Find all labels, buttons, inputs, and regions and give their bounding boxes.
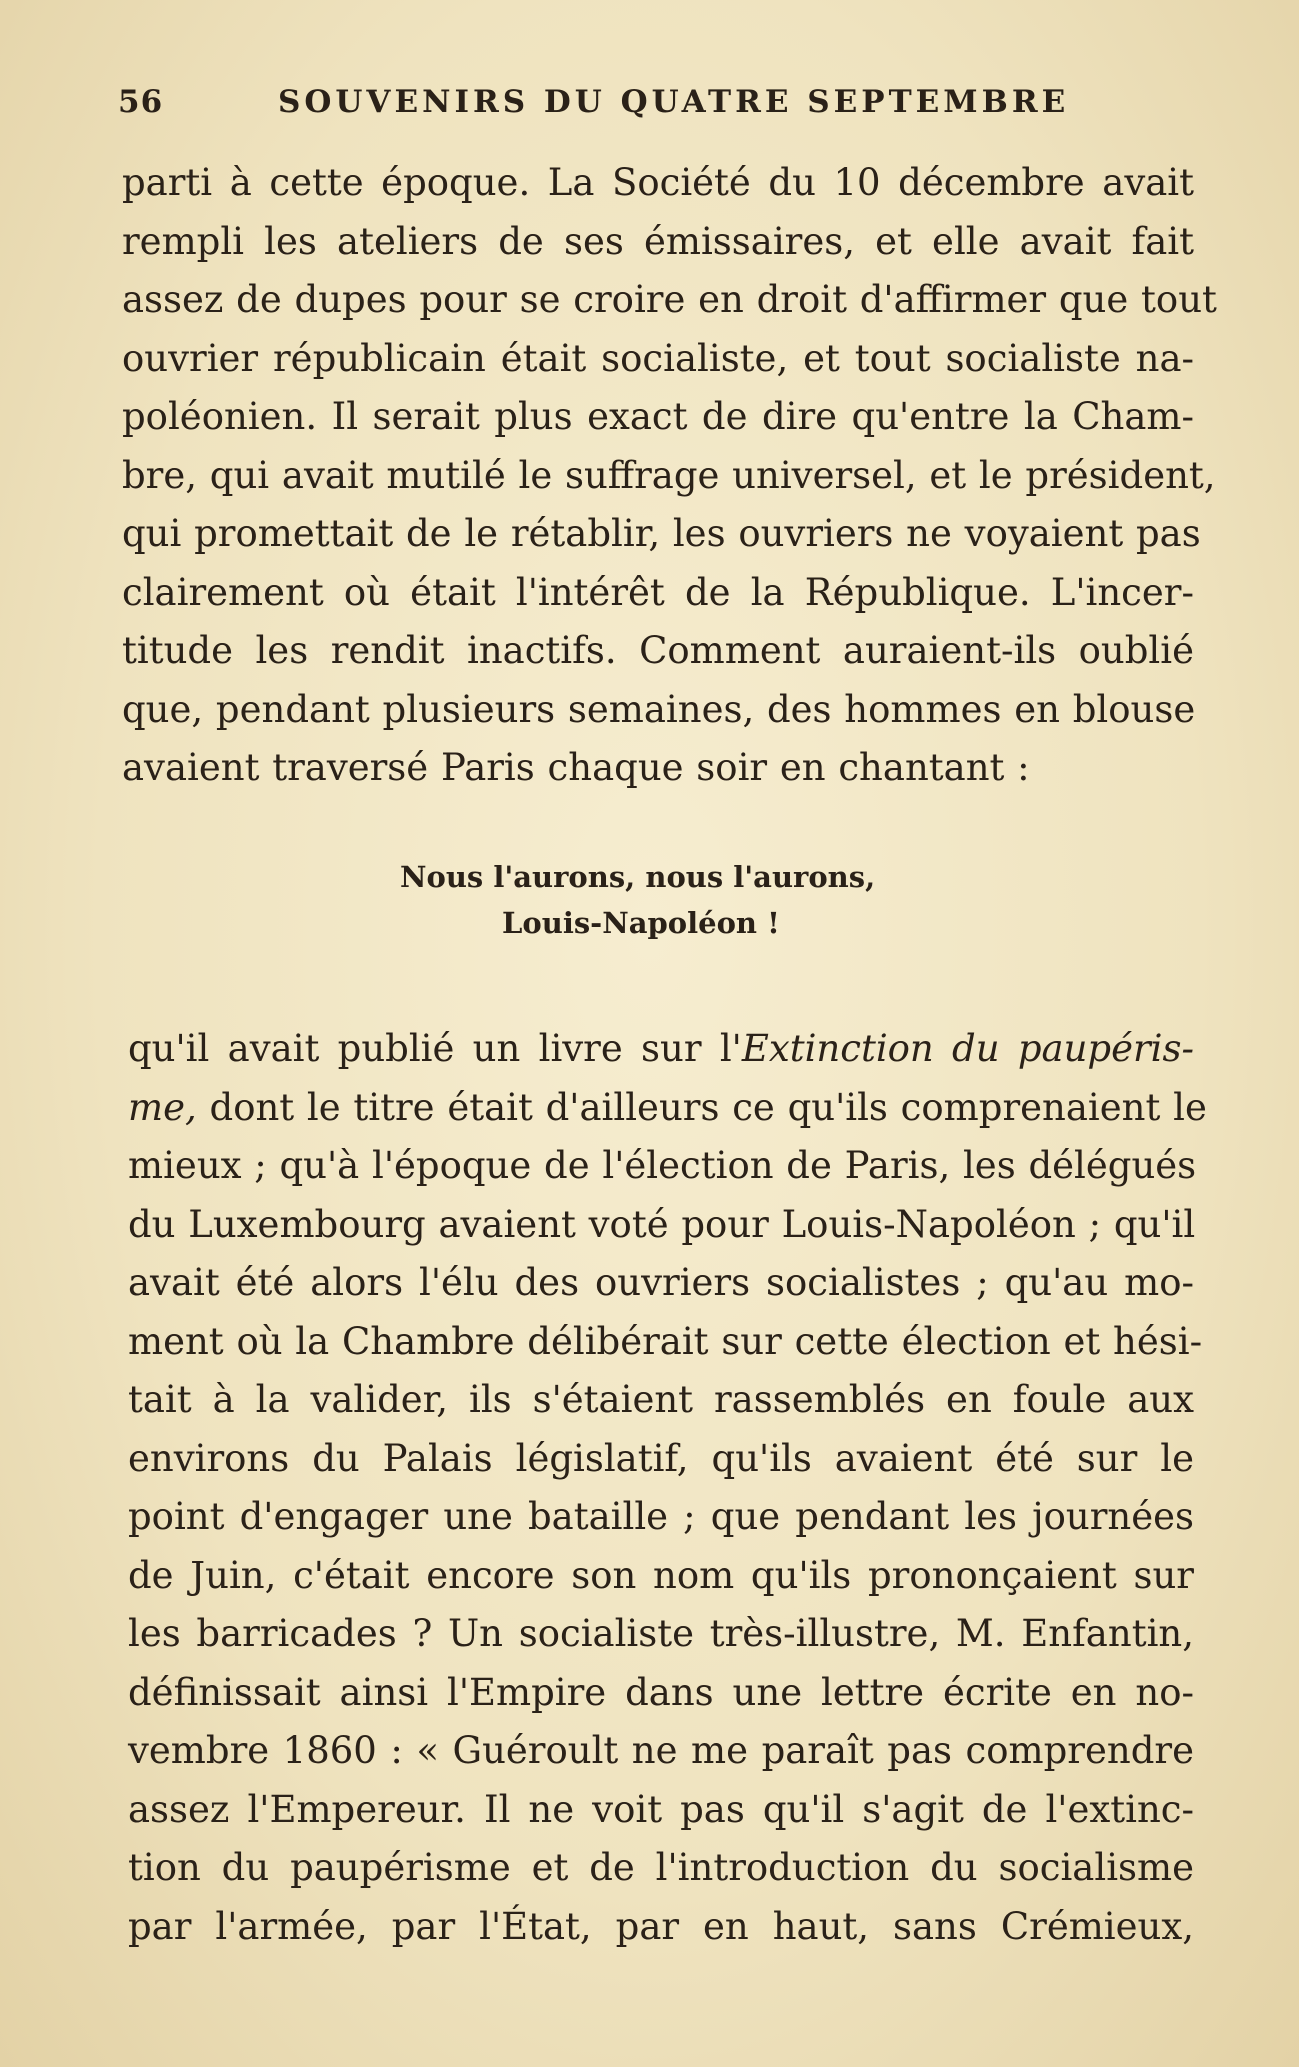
text-line: avaient traversé Paris chaque soir en chantant :	[122, 746, 1030, 789]
text-line: rempli les ateliers de ses émissaires, et elle avait fait	[122, 219, 1194, 263]
book-title-italic-end: me,	[128, 1085, 197, 1129]
text-line: que, pendant plusieurs semaines, des hommes en blouse	[122, 687, 1196, 731]
page-header	[118, 84, 1208, 134]
text-line: par l'armée, par l'État, par en haut, sans Crémieux,	[128, 1904, 1194, 1948]
text-line: poléonien. Il serait plus exact de dire qu'entre la Cham-	[122, 395, 1194, 438]
text-fragment: dont le titre était d'ailleurs ce qu'ils comprenaient le	[196, 1085, 1207, 1129]
text-line: titude les rendit inactifs. Comment auraient-ils oublié	[122, 629, 1194, 672]
text-line	[128, 1079, 1207, 1138]
text-line: ment où la Chambre délibérait sur cette élection et hési-	[128, 1319, 1203, 1363]
text-line: avait été alors l'élu des ouvriers socialistes ; qu'au mo-	[128, 1261, 1194, 1304]
text-line: tait à la valider, ils s'étaient rassemblés en foule aux	[128, 1378, 1194, 1421]
verse-line-2: Louis-Napoléon !	[502, 906, 780, 940]
text-line	[128, 1020, 1194, 1079]
text-line: vembre 1860 : « Guéroult ne me paraît pas comprendre	[128, 1729, 1194, 1772]
text-line: parti à cette époque. La Société du 10 décembre avait	[122, 161, 1194, 204]
text-line: les barricades ? Un socialiste très-illustre, M. Enfantin,	[128, 1612, 1194, 1655]
verse-line-1: Nous l'aurons, nous l'aurons,	[400, 860, 876, 894]
text-line: assez de dupes pour se croire en droit d'affirmer que tout	[122, 278, 1217, 321]
text-line: mieux ; qu'à l'époque de l'élection de Paris, les délégués	[128, 1144, 1197, 1187]
text-line: bre, qui avait mutilé le suffrage universel, et le président,	[122, 453, 1216, 497]
text-line: environs du Palais législatif, qu'ils avaient été sur le	[128, 1436, 1194, 1480]
running-title: SOUVENIRS DU QUATRE SEPTEMBRE	[278, 84, 1070, 120]
text-line: ouvrier républicain était socialiste, et tout socialiste na-	[122, 336, 1194, 380]
text-line: clairement où était l'intérêt de la République. L'incer-	[122, 570, 1194, 614]
book-title-italic: Extinction du paupéris-	[741, 1027, 1194, 1070]
page-number: 56	[118, 84, 164, 120]
song-verse	[0, 854, 1299, 946]
text-line: assez l'Empereur. Il ne voit pas qu'il s'agit de l'extinc-	[128, 1787, 1194, 1831]
text-line: point d'engager une bataille ; que pendant les journées	[128, 1495, 1194, 1538]
text-line: qui promettait de le rétablir, les ouvriers ne voyaient pas	[122, 512, 1201, 555]
text-line: définissait ainsi l'Empire dans une lettre écrite en no-	[128, 1670, 1194, 1714]
text-line: tion du paupérisme et de l'introduction du socialisme	[128, 1846, 1194, 1889]
text-line: de Juin, c'était encore son nom qu'ils prononçaient sur	[128, 1553, 1194, 1597]
paragraph-2	[128, 1020, 1207, 1956]
paragraph-1	[122, 154, 1217, 798]
text-line: du Luxembourg avaient voté pour Louis-Napoléon ; qu'il	[128, 1202, 1196, 1246]
text-fragment: qu'il avait publié un livre sur l'	[128, 1027, 742, 1070]
